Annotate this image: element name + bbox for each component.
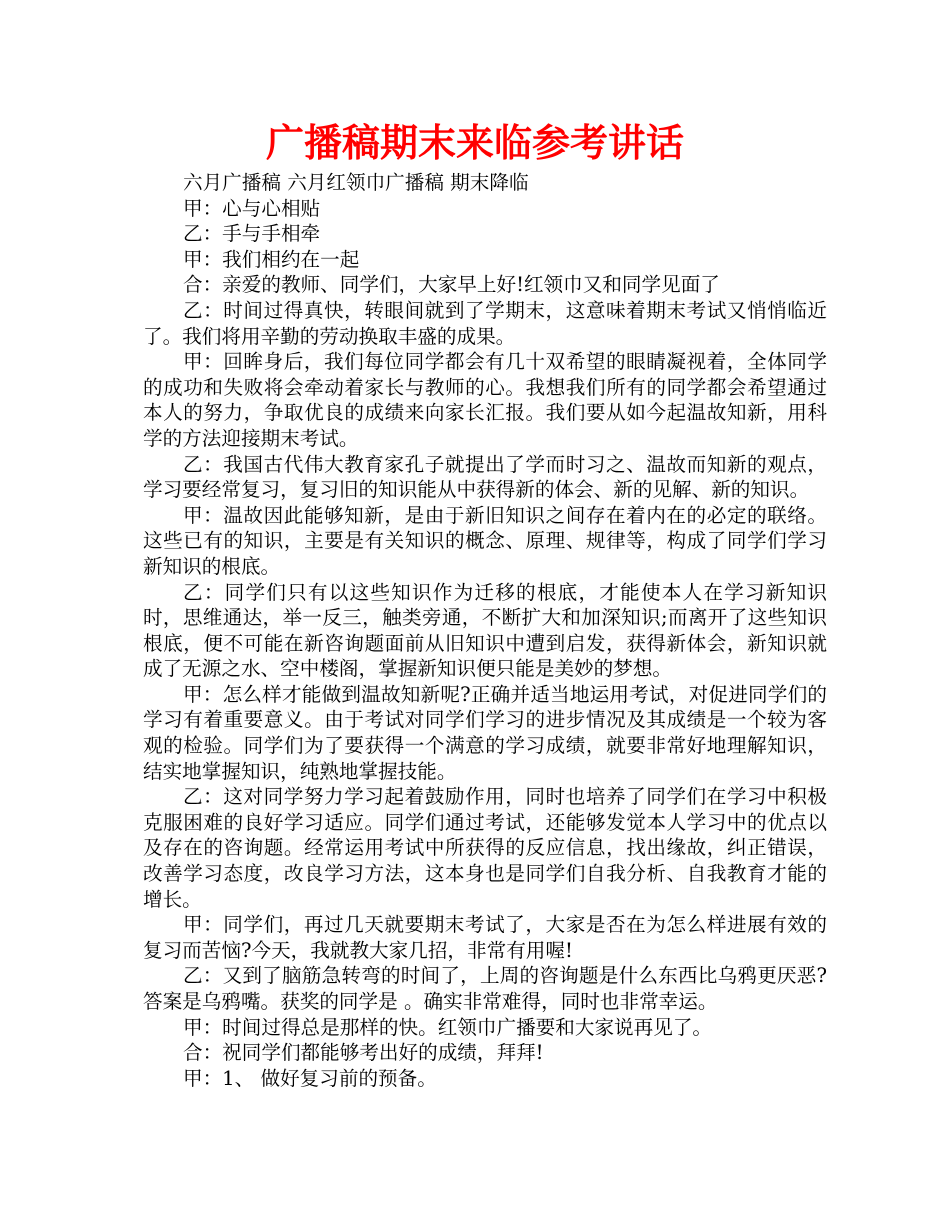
document-body: [143, 170, 827, 1091]
paragraph: 甲：温故因此能够知新，是由于新旧知识之间存在着内在的必定的联络。这些已有的知识，主要是有关知识的概念、原理、规律等，构成了同学们学习新知识的根底。: [143, 503, 827, 578]
paragraph: 乙：这对同学努力学习起着鼓励作用，同时也培养了同学们在学习中积极克服困难的良好学习适应。同学们通过考试，还能够发觉本人学习中的优点以及存在的咨询题。经常运用考试中所获得的反应信息，找出缘故，纠正错误，改善学习态度，改良学习方法，这本身也是同学们自我分析、自我教育才能的增长。: [143, 785, 827, 911]
paragraph: 六月广播稿 六月红领巾广播稿 期末降临: [183, 171, 529, 194]
paragraph: 乙：手与手相牵: [183, 222, 321, 246]
paragraph: 甲：心与心相贴: [183, 196, 321, 220]
paragraph: 合：祝同学们都能够考出好的成绩，拜拜!: [183, 1041, 544, 1065]
paragraph: 乙：同学们只有以这些知识作为迁移的根底，才能使本人在学习新知识时，思维通达，举一反三，触类旁通，不断扩大和加深知识;而离开了这些知识根底，便不可能在新咨询题面前从旧知识中遭到启发，获得新体会，新知识就成了无源之水、空中楼阁，掌握新知识便只能是美妙的梦想。: [143, 580, 827, 681]
paragraph: 甲：怎么样才能做到温故知新呢?正确并适当地运用考试，对促进同学们的学习有着重要意义。由于考试对同学们学习的进步情况及其成绩是一个较为客观的检验。同学们为了要获得一个满意的学习成绩，就要非常好地理解知识，结实地掌握知识，纯熟地掌握技能。: [143, 682, 827, 783]
paragraph: 乙：我国古代伟大教育家孔子就提出了学而时习之、温故而知新的观点，学习要经常复习，复习旧的知识能从中获得新的体会、新的见解、新的知识。: [143, 452, 827, 502]
paragraph: 乙：又到了脑筋急转弯的时间了，上周的咨询题是什么东西比乌鸦更厌恶? 答案是乌鸦嘴。获奖的同学是 。确实非常难得，同时也非常幸运。: [143, 964, 827, 1013]
paragraph: 乙：时间过得真快，转眼间就到了学期末，这意味着期末考试又悄悄临近了。我们将用辛勤的劳动换取丰盛的成果。: [143, 298, 827, 348]
paragraph: 甲：我们相约在一起: [183, 247, 360, 271]
paragraph: 甲：时间过得总是那样的快。红领巾广播要和大家说再见了。: [183, 1015, 713, 1039]
paragraph: 甲：回眸身后，我们每位同学都会有几十双希望的眼睛凝视着，全体同学的成功和失败将会牵动着家长与教师的心。我想我们所有的同学都会希望通过本人的努力，争取优良的成绩来向家长汇报。我们要从如今起温故知新，用科学的方法迎接期末考试。: [143, 350, 827, 450]
document-title: 广播稿期末来临参考讲话: [265, 121, 684, 165]
paragraph: 甲：同学们，再过几天就要期末考试了，大家是否在为怎么样进展有效的复习而苦恼?今天，我就教大家几招，非常有用喔!: [143, 913, 827, 962]
paragraph: 甲：1、 做好复习前的预备。: [183, 1066, 437, 1090]
paragraph: 合：亲爱的教师、同学们，大家早上好!红领巾又和同学见面了: [183, 273, 720, 297]
